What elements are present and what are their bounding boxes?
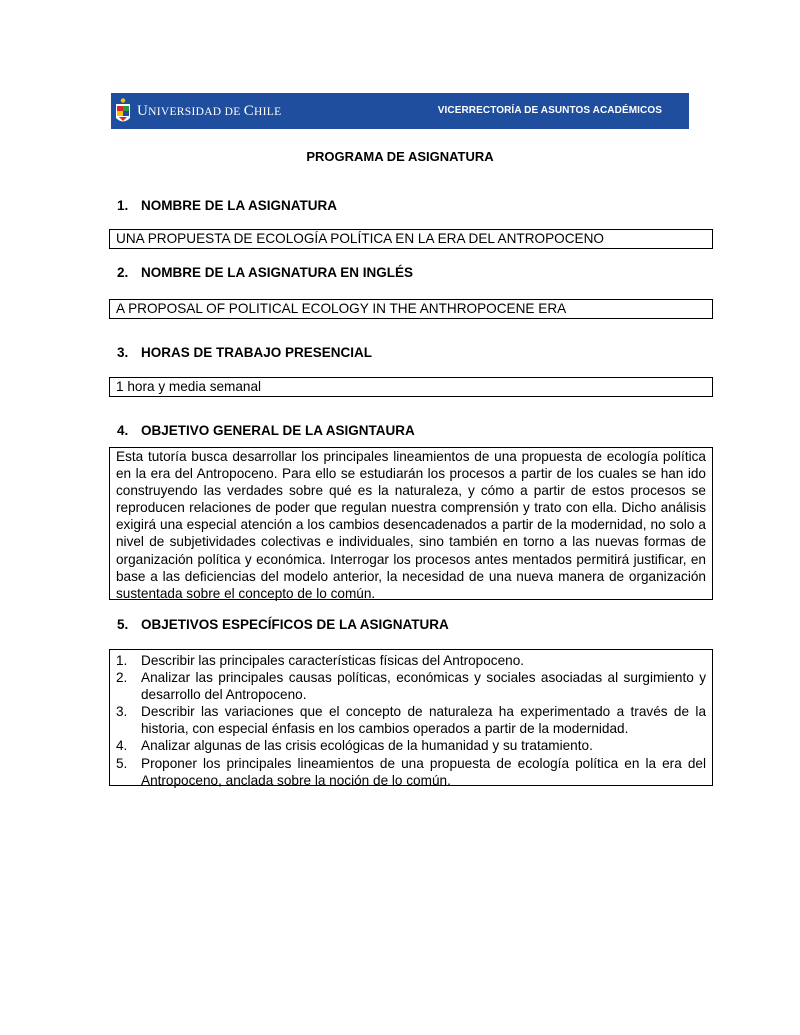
document-title: PROGRAMA DE ASIGNATURA [306,149,494,164]
university-crest-icon [114,96,132,126]
section-4-content [109,447,713,600]
section-1-content: UNA PROPUESTA DE ECOLOGÍA POLÍTICA EN LA ERA DEL ANTROPOCENO [109,229,713,249]
university-name: UNIVERSIDAD DE CHILE [137,103,282,119]
vicerrectoria-label: VICERRECTORÍA DE ASUNTOS ACADÉMICOS [437,105,662,116]
list-item: 5. Proponer los principales lineamientos de una propuesta de ecología política en la era del Antropoceno, anclada sobre la noción de lo común. [116,755,706,788]
section-5-heading: 5. OBJETIVOS ESPECÍFICOS DE LA ASIGNATURA [117,617,449,632]
list-item: 3. Describir las variaciones que el concepto de naturaleza ha experimentado a través de la historia, con especial énfasis en los cambios operados a partir de la modernidad. [116,704,706,737]
general-objective-text: Esta tutoría busca desarrollar los principales lineamientos de una propuesta de ecología política en la era del Antropoceno. Para ello se estudiarán los procesos a partir de los cuales se han ido construyendo las verdades sobre qué es la naturaleza, y cómo a partir de estos procesos se reproducen relaciones de poder que regulan nuestra comprensión y trato con ella. Dicho análisis exigirá una especial atención a los cambios desencadenados a partir de la modernidad, no solo a nivel de subjetividades colectivas e individuales, sino también en torno a las nuevas formas de organización política y económica. Interrogar los procesos antes mentados permitirá justificar, en base a las deficiencias del modelo anterior, la necesidad de una nueva manera de organización sustentada sobre el concepto de lo común. [116,449,706,601]
section-4-heading: 4. OBJETIVO GENERAL DE LA ASIGNTAURA [117,423,415,438]
specific-objectives-list [116,652,706,789]
section-1-heading: 1. NOMBRE DE LA ASIGNATURA [117,198,337,213]
list-item: 4. Analizar algunas de las crisis ecológicas de la humanidad y su tratamiento. [116,738,593,754]
section-3-content: 1 hora y media semanal [109,377,713,397]
section-2-content: A PROPOSAL OF POLITICAL ECOLOGY IN THE ANTHROPOCENE ERA [109,299,713,319]
section-3-heading: 3. HORAS DE TRABAJO PRESENCIAL [117,345,373,360]
section-2-heading: 2. NOMBRE DE LA ASIGNATURA EN INGLÉS [117,265,414,280]
section-5-content [109,649,713,786]
list-item: 1. Describir las principales características físicas del Antropoceno. [116,653,525,668]
header-banner [111,93,689,129]
list-item: 2. Analizar las principales causas políticas, económicas y sociales asociadas al surgimiento y desarrollo del Antropoceno. [116,670,706,703]
